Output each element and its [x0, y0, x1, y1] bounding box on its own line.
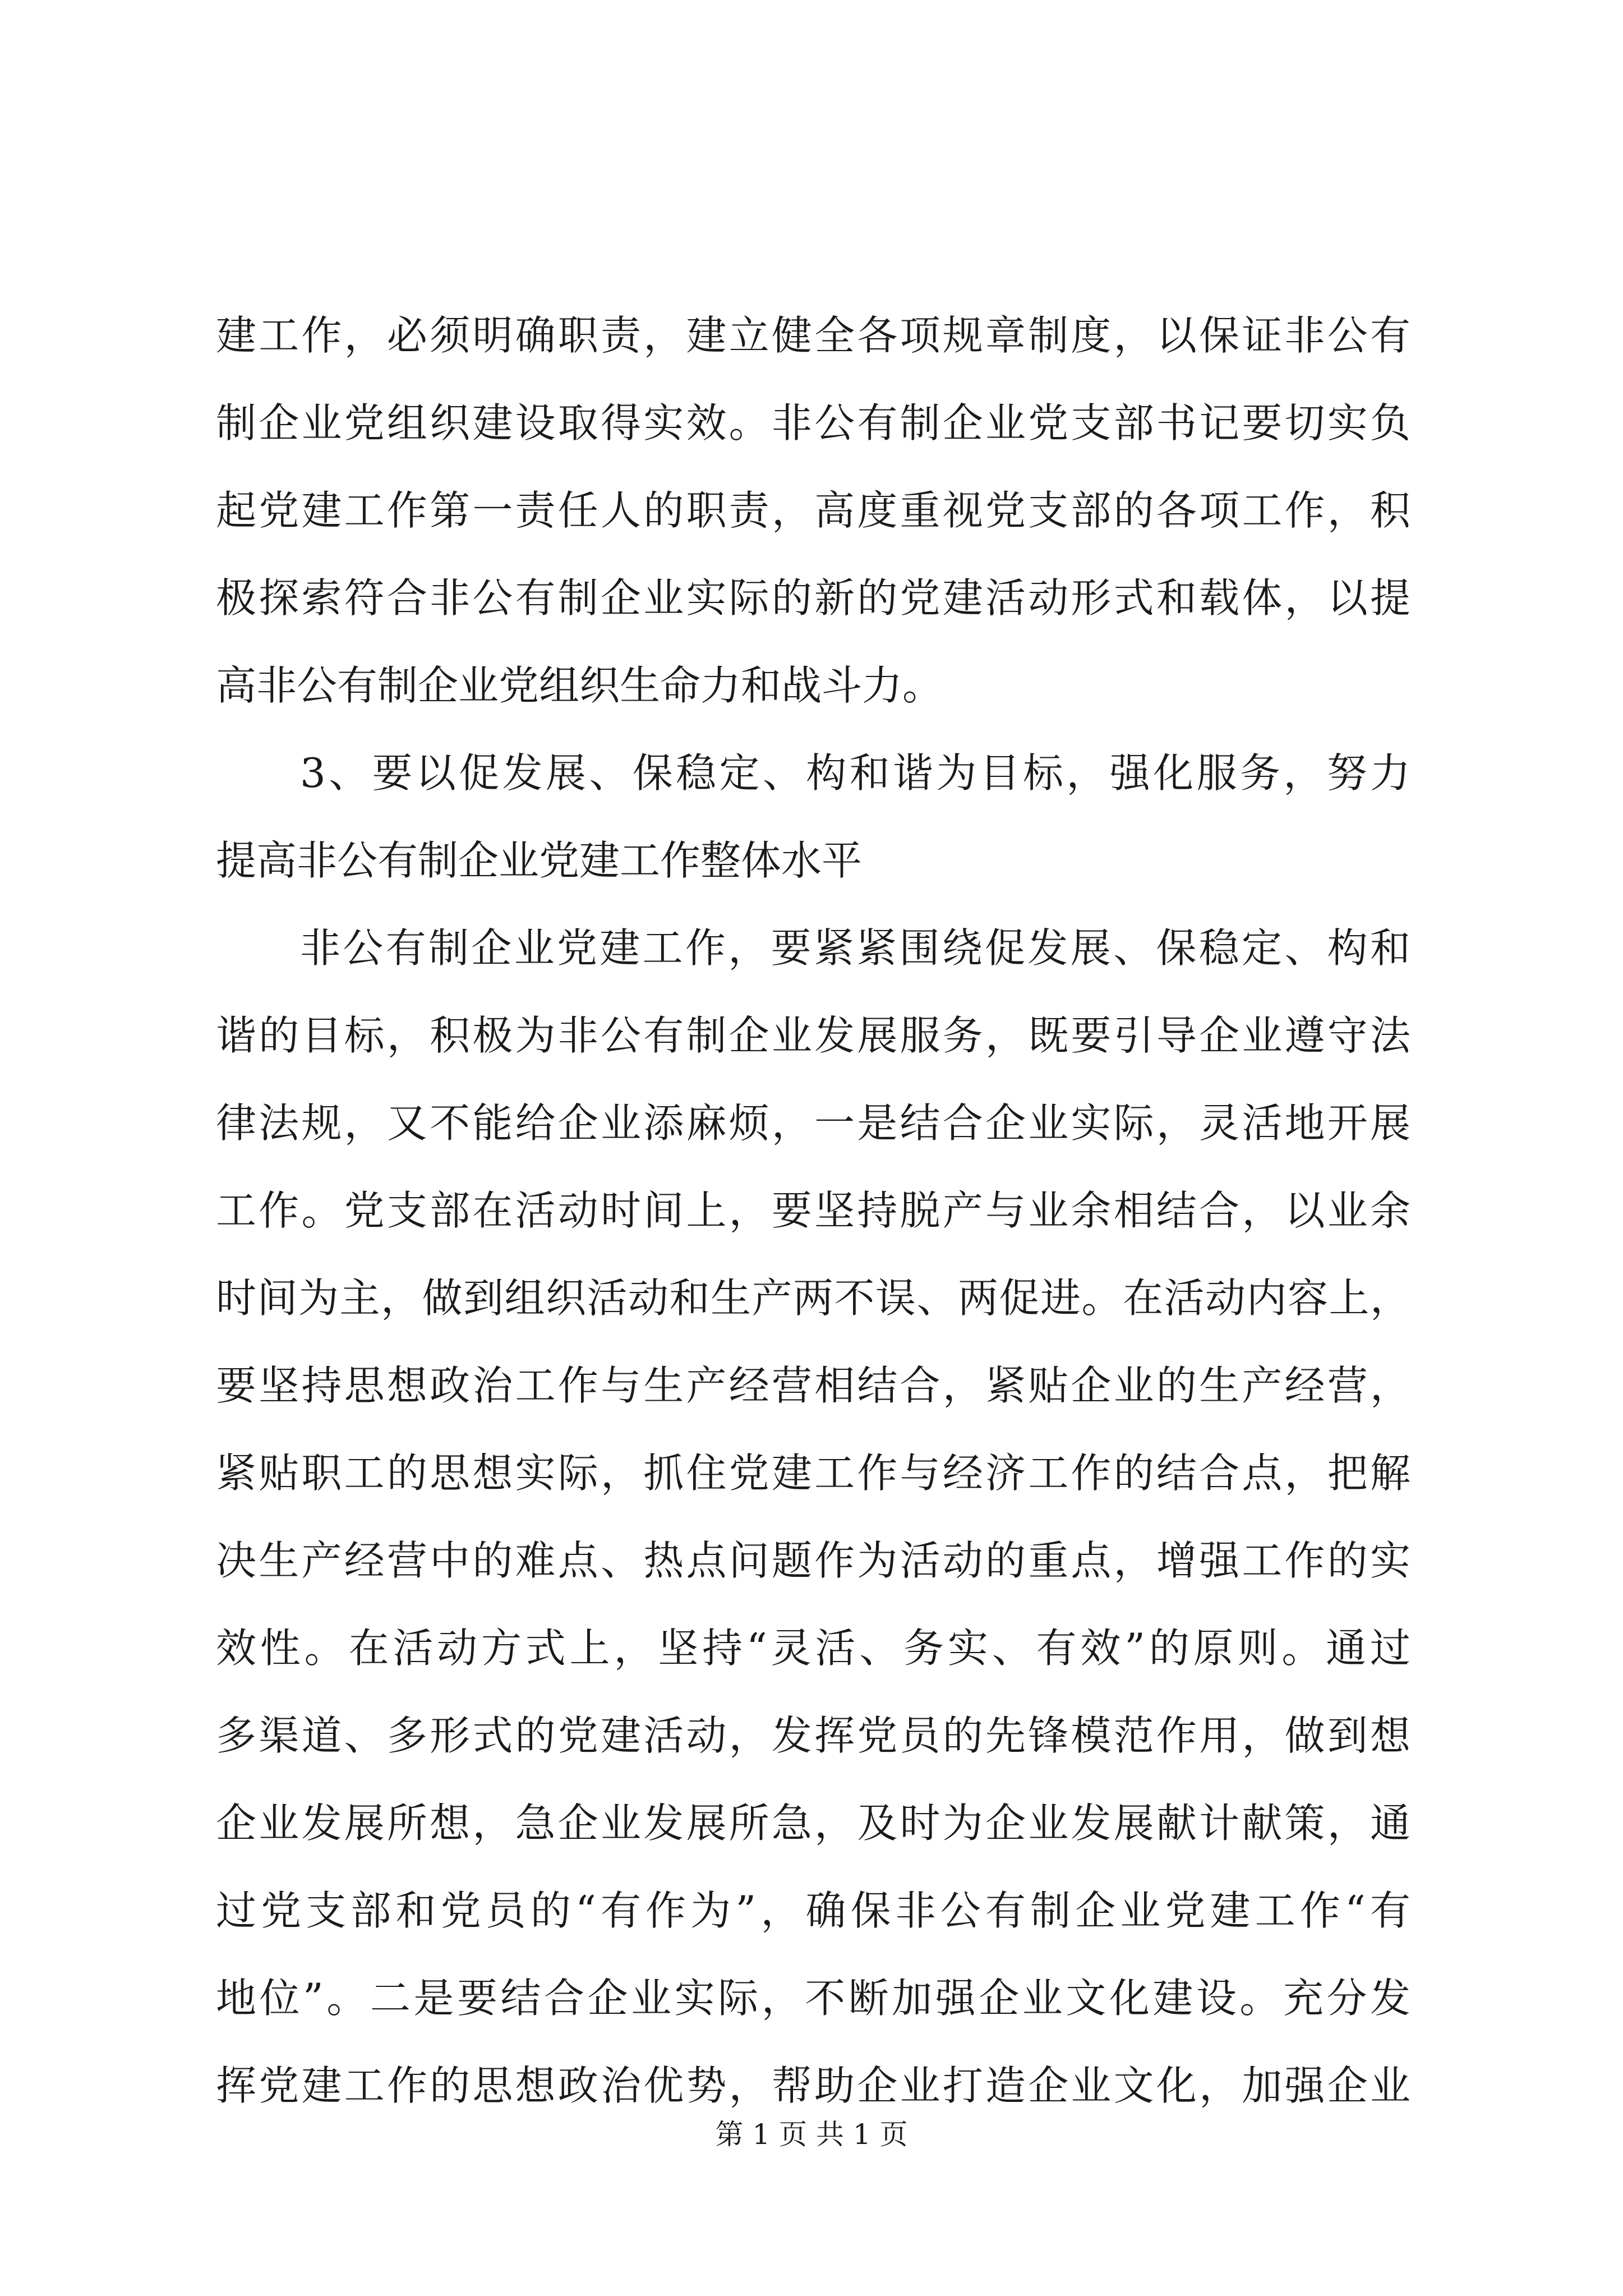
section-heading-line: 3、要以促发展、保稳定、构和谐为目标，强化服务，努力: [300, 749, 1410, 797]
text-line: 决生产经营中的难点、热点问题作为活动的重点，增强工作的实: [216, 1537, 1410, 1584]
text-line: 高非公有制企业党组织生命力和战斗力。: [216, 662, 943, 709]
section-heading-line: 提高非公有制企业党建工作整体水平: [216, 837, 863, 884]
text-line: 时间为主，做到组织活动和生产两不误、两促进。在活动内容上，: [216, 1274, 1410, 1322]
text-line: 地位”。二是要结合企业实际，不断加强企业文化建设。充分发: [216, 1975, 1410, 2022]
text-line: 制企业党组织建设取得实效。非公有制企业党支部书记要切实负: [216, 399, 1410, 447]
text-line: 律法规，又不能给企业添麻烦，一是结合企业实际，灵活地开展: [216, 1099, 1410, 1147]
text-line: 要坚持思想政治工作与生产经营相结合，紧贴企业的生产经营，: [216, 1362, 1410, 1409]
text-line: 极探索符合非公有制企业实际的新的党建活动形式和载体，以提: [216, 574, 1410, 622]
text-line: 紧贴职工的思想实际，抓住党建工作与经济工作的结合点，把解: [216, 1450, 1410, 1497]
page-footer: [0, 2118, 1623, 2151]
text-line: 企业发展所想，急企业发展所急，及时为企业发展献计献策，通: [216, 1800, 1410, 1847]
text-line: 效性。在活动方式上，坚持“灵活、务实、有效”的原则。通过: [216, 1625, 1410, 1672]
text-line: 谐的目标，积极为非公有制企业发展服务，既要引导企业遵守法: [216, 1012, 1410, 1059]
text-line: 过党支部和党员的“有作为”，确保非公有制企业党建工作“有: [216, 1887, 1410, 1934]
text-line: 挥党建工作的思想政治优势，帮助企业打造企业文化，加强企业: [216, 2062, 1410, 2109]
body-text: [216, 292, 1410, 2129]
text-line: 多渠道、多形式的党建活动，发挥党员的先锋模范作用，做到想: [216, 1712, 1410, 1759]
text-line: 工作。党支部在活动时间上，要坚持脱产与业余相结合，以业余: [216, 1187, 1410, 1234]
text-line: 非公有制企业党建工作，要紧紧围绕促发展、保稳定、构和: [300, 924, 1410, 972]
text-line: 起党建工作第一责任人的职责，高度重视党支部的各项工作，积: [216, 487, 1410, 534]
text-line: 建工作，必须明确职责，建立健全各项规章制度，以保证非公有: [216, 312, 1410, 359]
page-number-label: 第 1 页 共 1 页: [715, 2118, 908, 2151]
